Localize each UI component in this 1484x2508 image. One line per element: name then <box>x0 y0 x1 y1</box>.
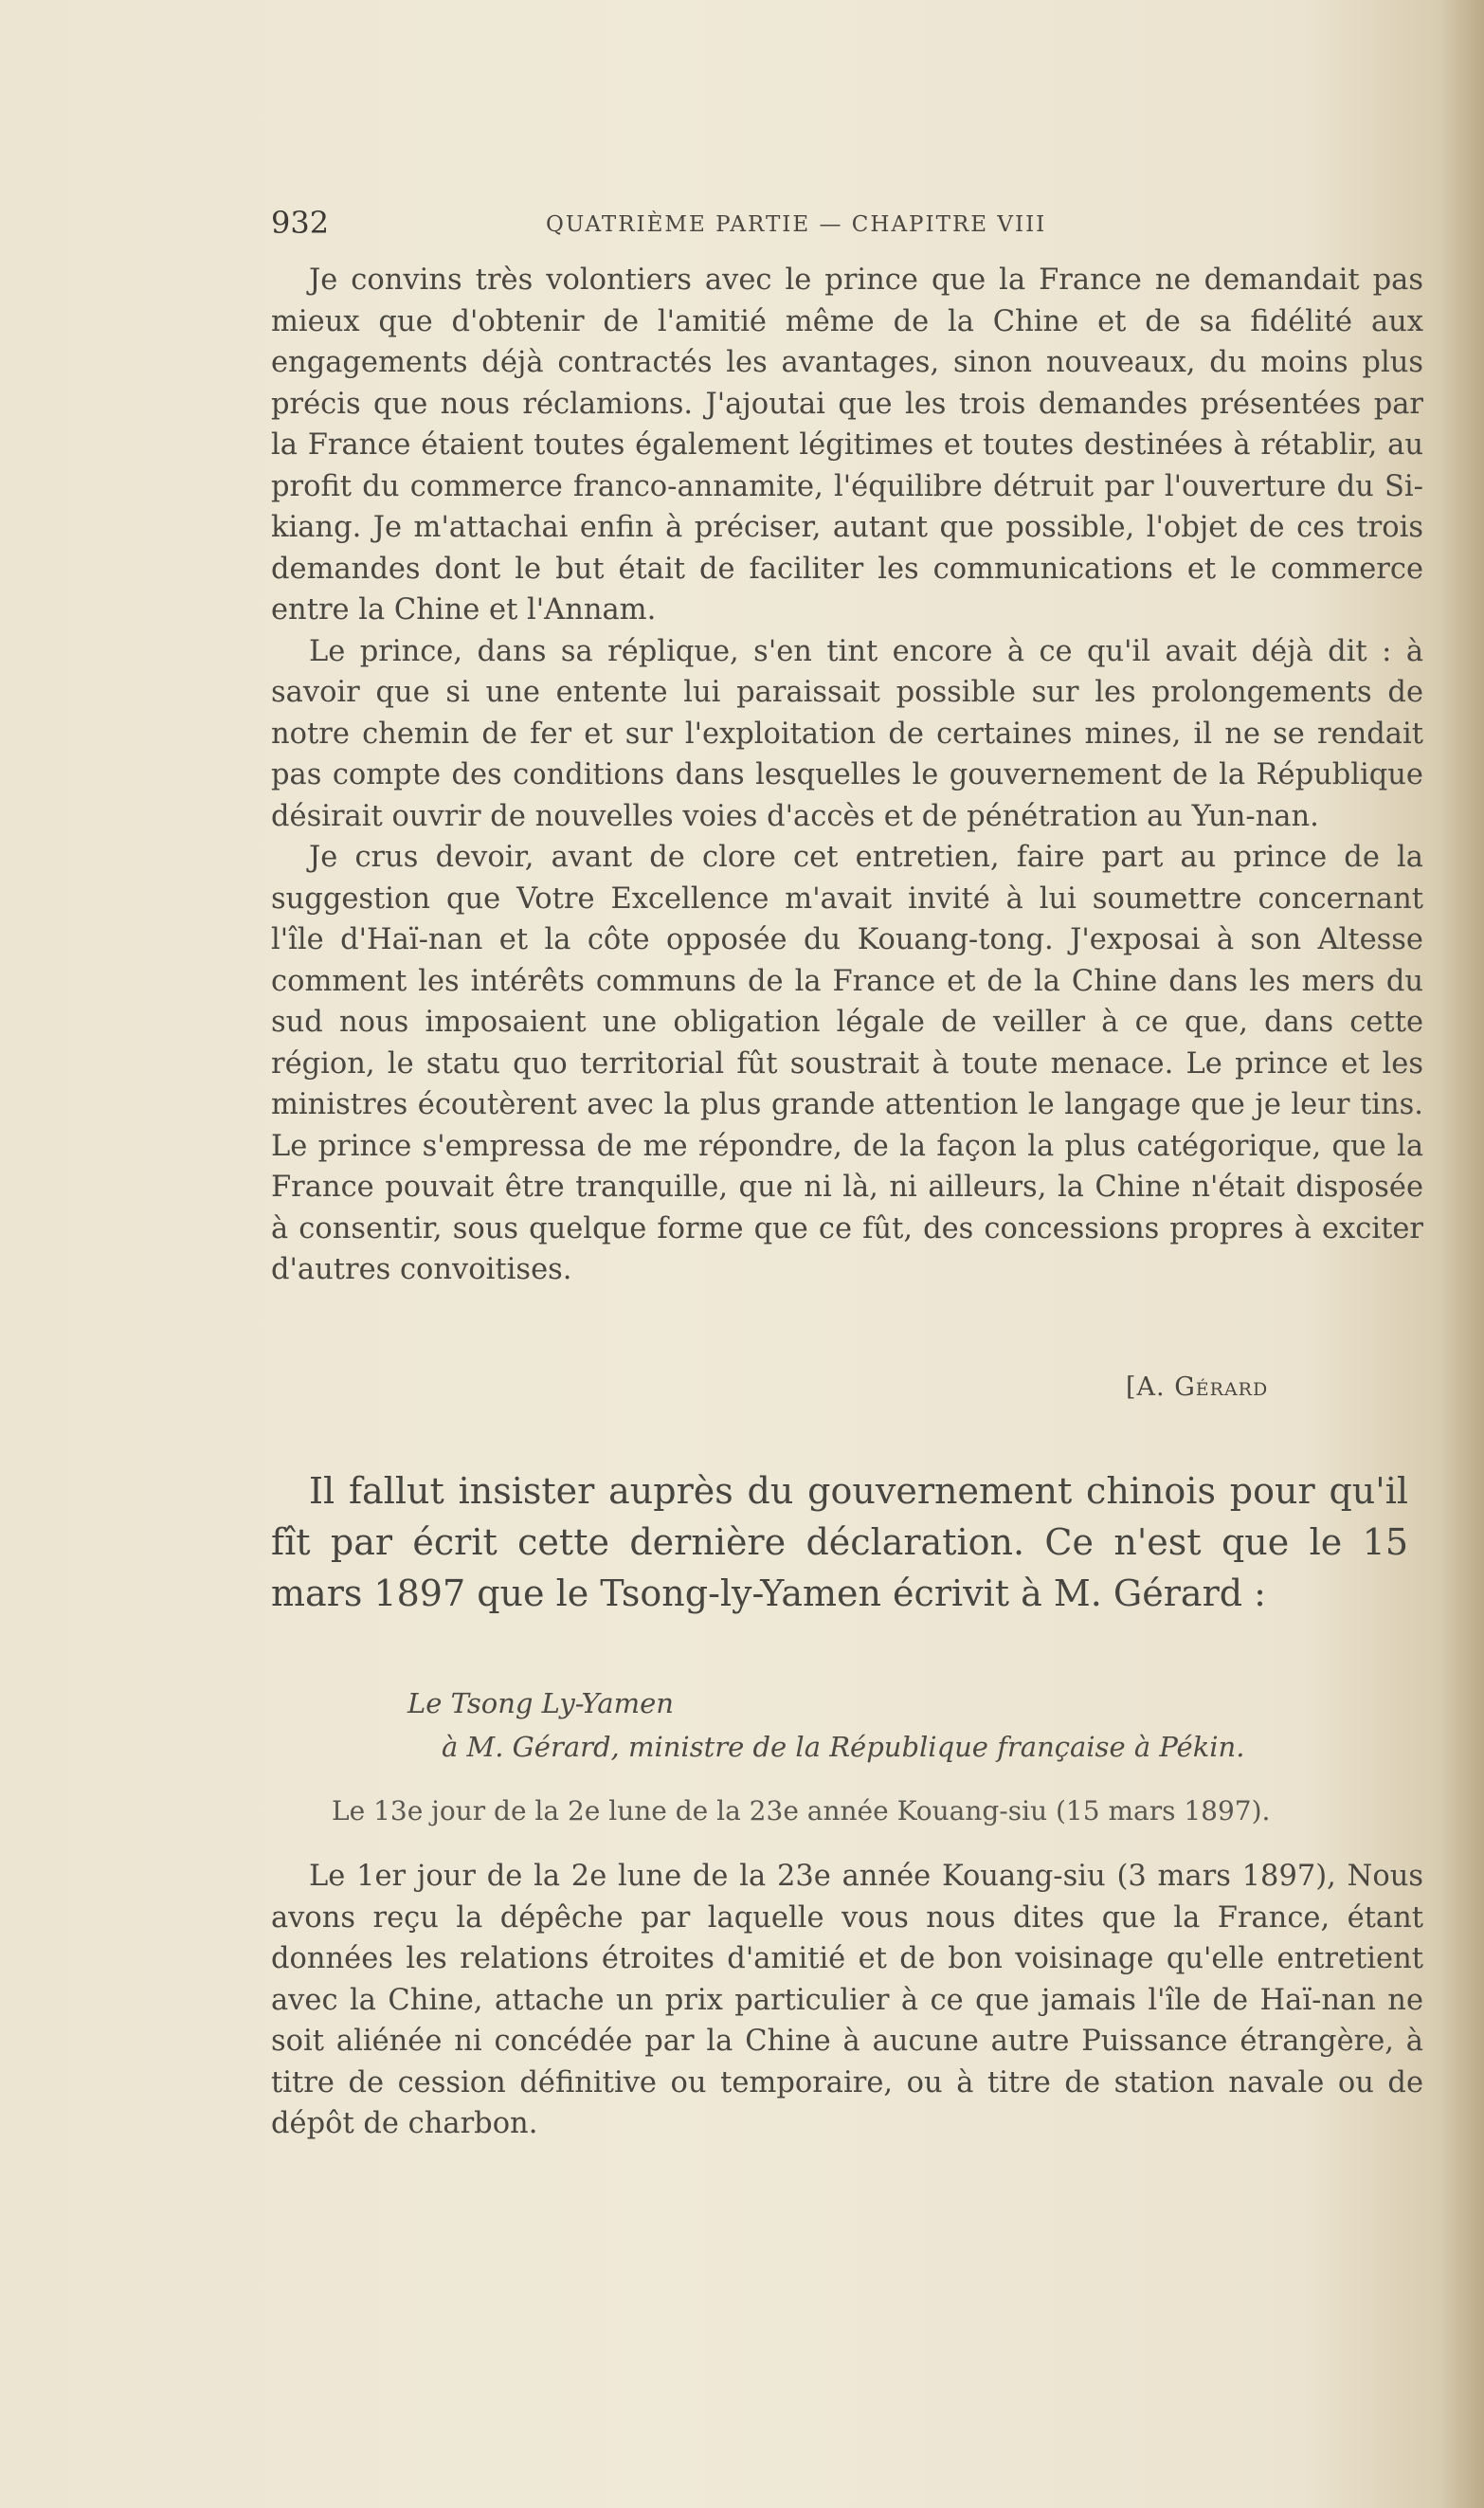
letter-date: Le 13e jour de la 2e lune de la 23e année Kouang-siu (15 mars 1897). <box>332 1795 1271 1826</box>
signature-gerard: [A. Gérard <box>1126 1372 1269 1402</box>
page-header <box>271 205 1152 243</box>
dispatch-paragraph-1: Je convins très volontiers avec le prince que la France ne demandait pas mieux que d'obtenir de l'amitié même de la Chine et de sa fidélité aux engagements déjà contractés les avantages, sinon nouveaux, du moins plus précis que nous réclamions. J'ajoutai que les trois demandes présentées par la France étaient toutes également légitimes et toutes destinées à rétablir, au profit du commerce franco-annamite, l'équilibre détruit par l'ouverture du Si-kiang. Je m'attachai enfin à préciser, autant que possible, l'objet de ces trois demandes dont le but était de faciliter les communications et le commerce entre la Chine et l'Annam. <box>271 264 1423 627</box>
page-number: 932 <box>271 205 330 241</box>
quoted-letter-tsong-ly-yamen <box>271 1856 1423 2145</box>
narrative-text <box>271 1465 1408 1619</box>
address-sender: Le Tsong Ly-Yamen <box>407 1687 674 1719</box>
letter-address <box>407 1681 1244 1769</box>
dispatch-paragraph-2: Le prince, dans sa réplique, s'en tint encore à ce qu'il avait déjà dit : à savoir que si une entente lui paraissait possible sur les prolongements de notre chemin de fer et sur l'exploitation de certaines mines, il ne se rendait pas compte des conditions dans lesquelles le gouvernement de la République désirait ouvrir de nouvelles voies d'accès et de pénétration au Yun-nan. <box>271 634 1423 833</box>
quoted-dispatch-gerard <box>271 260 1423 1291</box>
address-recipient: à M. Gérard, ministre de la République française à Pékin. <box>442 1731 1245 1763</box>
letter-paragraph: Le 1er jour de la 2e lune de la 23e année Kouang-siu (3 mars 1897), Nous avons reçu la dépêche par laquelle vous nous dites que la France, étant données les relations étroites d'amitié et de bon voisinage qu'elle entretient avec la Chine, attache un prix particulier à ce que jamais l'île de Haï-nan ne soit aliénée ni concédée par la Chine à aucune autre Puissance étrangère, à titre de cession définitive ou temporaire, ou à titre de station navale ou de dépôt de charbon. <box>271 1860 1423 2140</box>
narrative-paragraph: Il fallut insister auprès du gouvernement chinois pour qu'il fît par écrit cette dernière déclaration. Ce n'est que le 15 mars 1897 que le Tsong-ly-Yamen écrivit à M. Gérard : <box>271 1470 1408 1614</box>
page-edge-shadow <box>1440 0 1484 2508</box>
dispatch-paragraph-3: Je crus devoir, avant de clore cet entretien, faire part au prince de la suggestion que Votre Excellence m'avait invité à lui soumettre concernant l'île d'Haï-nan et la côte opposée du Kouang-tong. J'exposai à son Altesse comment les intérêts communs de la France et de la Chine dans les mers du sud nous imposaient une obligation légale de veiller à ce que, dans cette région, le statu quo territorial fût soustrait à toute menace. Le prince et les ministres écoutèrent avec la plus grande attention le langage que je leur tins. Le prince s'empressa de me répondre, de la façon la plus catégorique, que la France pouvait être tranquille, que ni là, ni ailleurs, la Chine n'était disposée à consentir, sous quelque forme que ce fût, des concessions propres à exciter d'autres convoitises. <box>271 841 1423 1286</box>
running-head: QUATRIÈME PARTIE — CHAPITRE VIII <box>546 212 1047 237</box>
